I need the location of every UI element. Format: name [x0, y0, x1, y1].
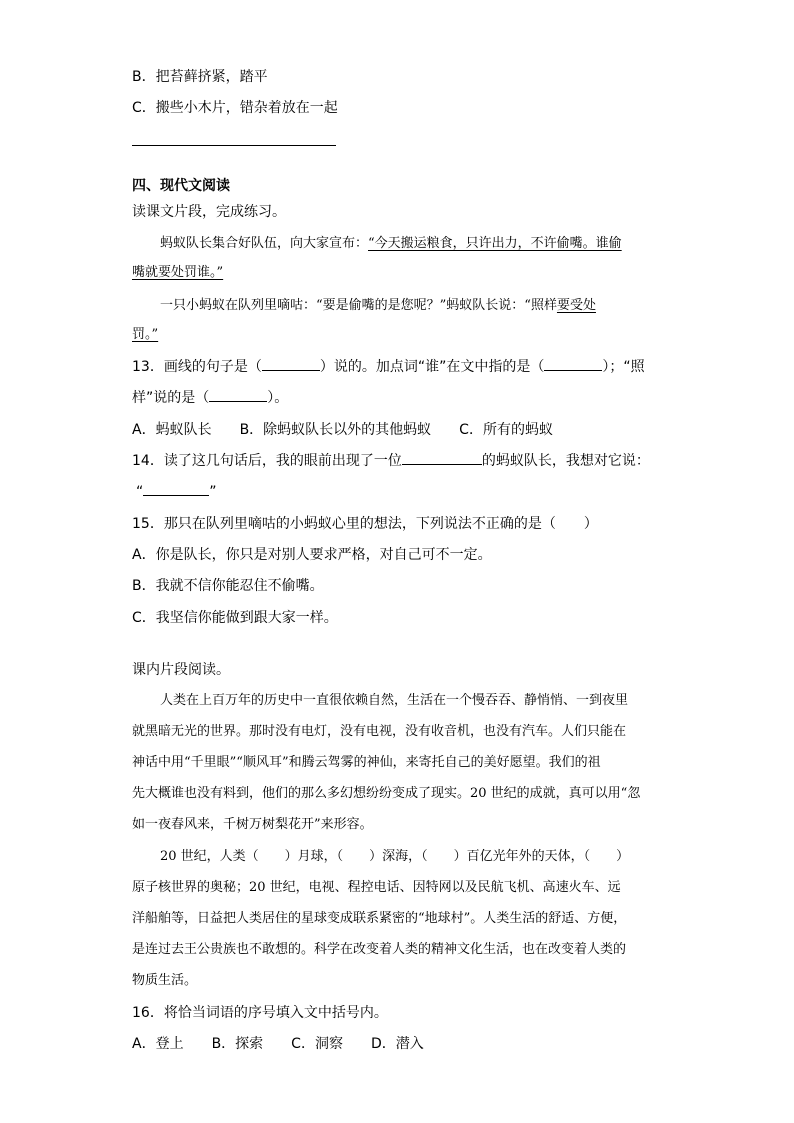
- passage-line: [132, 264, 223, 282]
- passage-line: 洋船舶等，日益把人类居住的星球变成联系紧密的“地球村”。人类生活的舒适、方便，: [132, 911, 627, 926]
- question-16: 16．将恰当词语的序号填入文中括号内。: [132, 1005, 388, 1021]
- underlined-sentence: “今天搬运粮食，只许出力，不许偷嘴。谁偷: [368, 236, 622, 251]
- question-13: [132, 358, 645, 376]
- question-text: 13．画线的句子是（: [132, 359, 262, 375]
- question-14: [132, 452, 650, 470]
- question-text: 的蚂蚁队长，我想对它说：: [481, 453, 650, 469]
- answer-blank[interactable]: [143, 483, 209, 496]
- question-text: ）说的。加点词“谁”在文中指的是（: [319, 359, 545, 375]
- instruction-text: 读课文片段，完成练习。: [132, 204, 286, 220]
- section-intro: 课内片段阅读。: [132, 662, 230, 678]
- passage-line: 20 世纪，人类（ ）月球，（ ）深海，（ ）百亿光年外的天体，（ ）: [160, 849, 630, 864]
- question-text: 样”说的是（: [132, 390, 210, 406]
- passage-line: 先大概谁也没有料到，他们的那么多幻想纷纷变成了现实。20 世纪的成就，真可以用“忽: [132, 786, 641, 801]
- passage-line: [160, 235, 622, 253]
- quote-mark: “: [136, 484, 144, 500]
- question-15-option-c[interactable]: C．我坚信你能做到跟大家一样。: [132, 610, 338, 626]
- passage-line: 人类在上百万年的历史中一直很依赖自然，生活在一个慢吞吞、静悄悄、一到夜里: [160, 693, 629, 708]
- passage-line: 神话中用“千里眼”“顺风耳”和腾云驾雾的神仙，来寄托自己的美好愿望。我们的祖: [132, 755, 601, 770]
- question-15-option-a[interactable]: A．你是队长，你只是对别人要求严格，对自己可不一定。: [132, 547, 492, 563]
- passage-line: 就黑暗无光的世界。那时没有电灯，没有电视，没有收音机，也没有汽车。人们只能在: [132, 724, 627, 739]
- underlined-phrase: 罚。”: [132, 327, 159, 342]
- option-b: B．把苔藓挤紧，踏平: [132, 69, 268, 85]
- option-c: C．搬些小木片，错杂着放在一起: [132, 100, 338, 116]
- question-16-options: A．登上 B．探索 C．洞察 D．潜入: [132, 1036, 424, 1052]
- question-15-option-b[interactable]: B．我就不信你能忍住不偷嘴。: [132, 578, 324, 594]
- question-13-options: A．蚂蚁队长 B．除蚂蚁队长以外的其他蚂蚁 C．所有的蚂蚁: [132, 422, 553, 438]
- answer-blank[interactable]: [544, 358, 602, 371]
- question-text: 14．读了这几句话后，我的眼前出现了一位: [132, 453, 402, 469]
- question-15: 15．那只在队列里嘀咕的小蚂蚁心里的想法，下列说法不正确的是（ ）: [132, 516, 598, 532]
- passage-line: 物质生活。: [132, 973, 198, 988]
- passage-line: 如一夜春风来，千树万树梨花开”来形容。: [132, 817, 373, 832]
- answer-blank[interactable]: [262, 358, 320, 371]
- passage-text: 蚂蚁队长集合好队伍，向大家宣布：: [160, 236, 369, 251]
- passage-line: [132, 326, 158, 344]
- passage-line: 原子核世界的奥秘；20 世纪，电视、程控电话、因特网以及民航飞机、高速火车、远: [132, 880, 621, 895]
- underlined-phrase: 要受处: [556, 298, 596, 313]
- answer-blank[interactable]: [402, 452, 482, 465]
- question-14-quote: [136, 483, 217, 501]
- passage-text: 一只小蚂蚁在队列里嘀咕：“要是偷嘴的是您呢？”蚂蚁队长说：“照样: [160, 298, 557, 313]
- question-text: ）。: [267, 390, 289, 406]
- question-13-cont: [132, 389, 288, 407]
- section-heading: 四、现代文阅读: [132, 178, 230, 194]
- question-text: ）；“照: [602, 359, 645, 375]
- quote-mark: ”: [209, 484, 217, 500]
- underlined-sentence: 嘴就要处罚谁。”: [132, 265, 224, 280]
- answer-blank[interactable]: [209, 389, 267, 402]
- passage-line: 是连过去王公贵族也不敢想的。科学在改变着人类的精神文化生活，也在改变着人类的: [132, 942, 627, 957]
- passage-line: [160, 297, 596, 315]
- answer-line: [132, 145, 336, 146]
